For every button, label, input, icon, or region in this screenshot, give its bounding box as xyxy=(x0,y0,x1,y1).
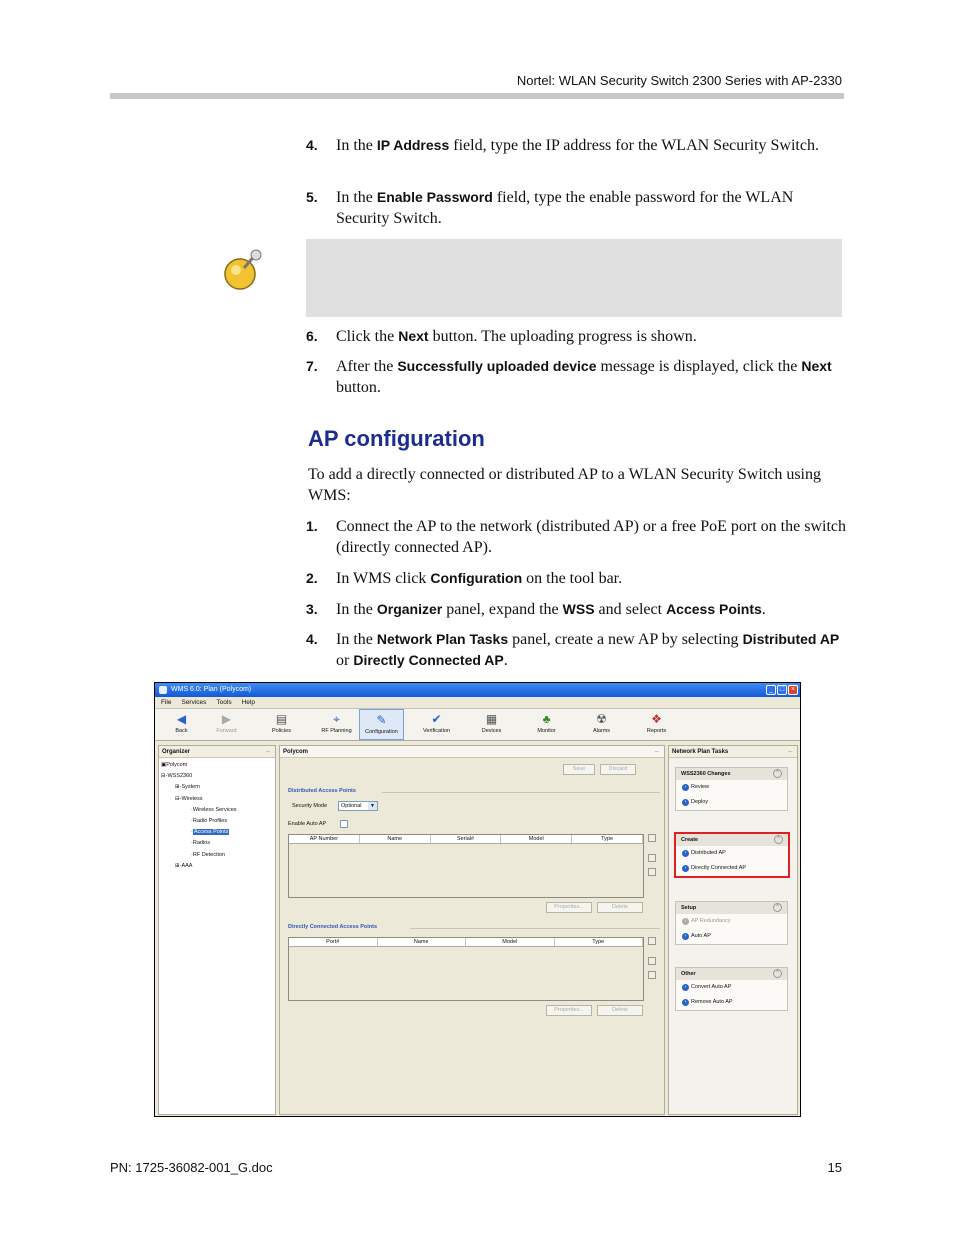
task-convert-auto-ap[interactable]: › Convert Auto AP xyxy=(676,980,787,995)
enable-auto-ap-label: Enable Auto AP xyxy=(288,821,327,827)
verification-icon: ✔ xyxy=(431,712,442,726)
task-group-title: Setup xyxy=(681,905,697,911)
organizer-panel xyxy=(158,745,276,1115)
menu-services[interactable]: Services xyxy=(181,699,207,706)
step-number: 6. xyxy=(306,328,318,344)
step-text: Click the xyxy=(336,328,399,345)
add-icon[interactable] xyxy=(648,834,656,842)
ui-term: WSS xyxy=(562,601,595,617)
ui-term: Directly Connected AP xyxy=(353,652,504,668)
toolbar-devices[interactable] xyxy=(469,709,514,740)
paste-icon[interactable] xyxy=(648,868,656,876)
menu-bar xyxy=(155,697,800,709)
minimize-button[interactable]: _ xyxy=(766,685,776,695)
config-panel-title: Polycom xyxy=(283,749,309,755)
ui-term: Distributed AP xyxy=(742,631,840,647)
task-ap-redundancy[interactable]: › AP Redundancy xyxy=(676,914,787,929)
app-icon xyxy=(159,686,167,694)
task-group-setup xyxy=(675,901,788,945)
step-select-access-points xyxy=(306,599,846,620)
back-arrow-icon: ◀ xyxy=(176,712,187,726)
step-number: 4. xyxy=(306,137,318,153)
configuration-icon: ✎ xyxy=(376,713,387,727)
arrow-right-icon: › xyxy=(682,918,689,925)
main-toolbar xyxy=(155,709,800,741)
arrow-right-icon: › xyxy=(682,850,689,857)
task-remove-auto-ap[interactable]: › Remove Auto AP xyxy=(676,995,787,1010)
step-number: 1. xyxy=(306,518,318,534)
collapse-icon[interactable]: ⌃ xyxy=(773,769,782,778)
step-text: . xyxy=(503,652,508,669)
task-group-title: Create xyxy=(681,837,699,843)
step-ip-address xyxy=(306,135,846,156)
task-distributed-ap[interactable]: › Distributed AP xyxy=(676,846,788,861)
step-click-next xyxy=(306,326,846,347)
toolbar-forward[interactable] xyxy=(204,709,249,740)
ui-term: Configuration xyxy=(430,570,523,586)
step-text: In WMS click xyxy=(336,570,431,587)
step-text: . xyxy=(761,601,766,618)
window-title: WMS 6.0: Plan (Polycom) xyxy=(171,686,252,693)
step-text: panel, create a new AP by selecting xyxy=(508,631,743,648)
tree-item-rf-detection[interactable]: ·RF Detection xyxy=(191,851,225,858)
toolbar-back[interactable] xyxy=(159,709,204,740)
step-text: field, type the enable password for the WLAN Security Switch. xyxy=(336,189,794,227)
arrow-right-icon: › xyxy=(682,784,689,791)
monitor-icon: ♣ xyxy=(542,712,551,726)
ui-term: Next xyxy=(398,328,429,344)
reports-icon: ❖ xyxy=(651,712,662,726)
toolbar-monitor[interactable] xyxy=(524,709,569,740)
task-group-title: Other xyxy=(681,971,696,977)
step-text: In the xyxy=(336,189,377,206)
step-number: 3. xyxy=(306,601,318,617)
step-text: field, type the IP address for the WLAN Security Switch. xyxy=(449,137,819,154)
tree-item-polycom[interactable]: ▣Polycom xyxy=(161,762,188,768)
step-connect-ap xyxy=(306,516,846,558)
copy-icon[interactable] xyxy=(648,957,656,965)
collapse-icon[interactable]: ⌃ xyxy=(773,903,782,912)
task-group-changes xyxy=(675,767,788,811)
toolbar-label: Forward xyxy=(216,728,237,734)
alarms-icon: ☢ xyxy=(596,712,607,726)
paste-icon[interactable] xyxy=(648,971,656,979)
tree-item-wss2360[interactable]: ⊟-WSS2360 xyxy=(161,773,193,780)
tree-item-access-points[interactable]: ·Access Points xyxy=(191,829,229,836)
step-text: Connect the AP to the network (distributed AP) or a free PoE port on the switch (directly connected AP). xyxy=(336,518,846,556)
toolbar-reports[interactable] xyxy=(634,709,679,740)
toolbar-label: Back xyxy=(175,728,188,734)
forward-arrow-icon: ▶ xyxy=(221,712,232,726)
collapse-icon[interactable]: ⌃ xyxy=(773,969,782,978)
pin-icon[interactable]: ⇔ xyxy=(265,749,271,755)
discard-button[interactable]: Discard xyxy=(600,764,636,775)
step-number: 5. xyxy=(306,189,318,205)
ui-term: Successfully uploaded device xyxy=(397,358,597,374)
arrow-right-icon: › xyxy=(682,865,689,872)
pin-icon[interactable]: ⇔ xyxy=(787,749,793,755)
step-text: In the xyxy=(336,137,377,154)
section-intro: To add a directly connected or distributed AP to a WLAN Security Switch using WMS: xyxy=(308,466,821,504)
tree-item-wireless-services[interactable]: ·Wireless Services xyxy=(191,806,237,813)
task-group-create xyxy=(674,832,790,878)
step-number: 2. xyxy=(306,570,318,586)
menu-file[interactable]: File xyxy=(161,699,172,706)
step-text: panel, expand the xyxy=(442,601,563,618)
toolbar-policies[interactable] xyxy=(259,709,304,740)
step-text: message is displayed, click the xyxy=(596,358,802,375)
note-pushpin-icon xyxy=(220,248,264,292)
task-group-other xyxy=(675,967,788,1011)
arrow-right-icon: › xyxy=(682,933,689,940)
rf-planning-icon: ⌖ xyxy=(333,712,340,726)
security-mode-select[interactable]: Optional ▼ xyxy=(338,801,378,811)
step-text: In the xyxy=(336,631,377,648)
step-text: or xyxy=(336,652,354,669)
security-mode-label: Security Mode xyxy=(292,803,328,809)
collapse-icon[interactable]: ⌃ xyxy=(774,835,783,844)
expand-icon[interactable]: ⇔ xyxy=(654,749,660,755)
add-icon[interactable] xyxy=(648,937,656,945)
devices-icon: ▦ xyxy=(485,712,498,726)
tree-item-radio-profiles[interactable]: ·Radio Profiles xyxy=(191,818,228,825)
toolbar-label: Configuration xyxy=(365,729,398,735)
direct-group-title: Directly Connected Access Points xyxy=(288,924,378,930)
ui-term: Organizer xyxy=(376,601,443,617)
toolbar-label: Monitor xyxy=(537,728,556,734)
table-header: AP Number Name Serial# Model Type xyxy=(289,835,643,844)
tree-item-aaa[interactable]: ⊞-AAA xyxy=(175,862,193,869)
step-text: In the xyxy=(336,601,377,618)
task-deploy[interactable]: › Deploy xyxy=(676,795,787,810)
task-directly-connected-ap[interactable]: › Directly Connected AP xyxy=(676,861,788,876)
step-number: 4. xyxy=(306,631,318,647)
step-text: button. The uploading progress is shown. xyxy=(428,328,697,345)
step-create-ap xyxy=(306,629,846,671)
properties-button[interactable]: Properties... xyxy=(546,1005,592,1016)
task-auto-ap[interactable]: › Auto AP xyxy=(676,929,787,944)
page-header-title: Nortel: WLAN Security Switch 2300 Series with AP-2330 xyxy=(516,73,842,88)
toolbar-label: Devices xyxy=(481,728,502,734)
config-panel xyxy=(279,745,665,1115)
distributed-group-title: Distributed Access Points xyxy=(288,788,356,794)
close-button[interactable]: × xyxy=(788,685,798,695)
arrow-right-icon: › xyxy=(682,999,689,1006)
step-text: and select xyxy=(594,601,667,618)
arrow-right-icon: › xyxy=(682,984,689,991)
menu-tools[interactable]: Tools xyxy=(216,699,232,706)
toolbar-label: Policies xyxy=(272,728,291,734)
tree-item-wireless[interactable]: ⊟-Wireless xyxy=(175,795,203,802)
step-text: on the tool bar. xyxy=(522,570,623,587)
policies-icon: ▤ xyxy=(275,712,288,726)
toolbar-label: RF Planning xyxy=(321,728,352,734)
step-text: After the xyxy=(336,358,398,375)
toolbar-label: Verification xyxy=(423,728,450,734)
footer-doc-number: PN: 1725-36082-001_G.doc xyxy=(110,1160,273,1175)
menu-help[interactable]: Help xyxy=(241,699,255,706)
organizer-title: Organizer xyxy=(162,749,191,755)
task-review[interactable]: › Review xyxy=(676,780,787,795)
toolbar-verification[interactable] xyxy=(414,709,459,740)
step-text: button. xyxy=(336,379,381,396)
properties-button[interactable]: Properties... xyxy=(546,902,592,913)
delete-button[interactable]: Delete xyxy=(597,902,643,913)
header-rule xyxy=(110,93,844,99)
toolbar-rf-planning[interactable] xyxy=(314,709,359,740)
ui-term: IP Address xyxy=(376,137,450,153)
footer-page-number: 15 xyxy=(827,1160,842,1175)
group-divider xyxy=(382,792,660,793)
table-header: Port# Name Model Type xyxy=(289,938,643,947)
toolbar-alarms[interactable] xyxy=(579,709,624,740)
step-enable-password xyxy=(306,187,846,229)
group-divider xyxy=(410,928,660,929)
step-number: 7. xyxy=(306,358,318,374)
wms-screenshot xyxy=(154,682,801,1117)
network-plan-tasks-panel xyxy=(668,745,798,1115)
ui-term: Network Plan Tasks xyxy=(376,631,509,647)
direct-ap-table[interactable] xyxy=(288,937,644,1001)
copy-icon[interactable] xyxy=(648,854,656,862)
ui-term: Access Points xyxy=(666,601,762,617)
organizer-tree xyxy=(159,758,275,874)
enable-auto-ap-checkbox[interactable] xyxy=(340,820,348,828)
delete-button[interactable]: Delete xyxy=(597,1005,643,1016)
task-group-title: WSS2360 Changes xyxy=(681,771,731,777)
step-click-configuration xyxy=(306,568,846,589)
save-button[interactable]: Save xyxy=(563,764,595,775)
toolbar-configuration[interactable] xyxy=(359,709,404,740)
chevron-down-icon: ▼ xyxy=(368,802,377,810)
step-upload-success xyxy=(306,356,846,398)
window-titlebar xyxy=(155,683,800,697)
note-box xyxy=(306,239,842,317)
section-heading: AP configuration xyxy=(308,426,485,451)
toolbar-label: Alarms xyxy=(592,728,611,734)
ui-term: Enable Password xyxy=(376,189,493,205)
arrow-right-icon: › xyxy=(682,799,689,806)
ui-term: Next xyxy=(801,358,832,374)
maximize-button[interactable]: □ xyxy=(777,685,787,695)
tree-item-radios[interactable]: ·Radios xyxy=(191,840,210,847)
distributed-ap-table[interactable] xyxy=(288,834,644,898)
tasks-title: Network Plan Tasks xyxy=(672,749,729,755)
toolbar-label: Reports xyxy=(646,728,667,734)
tree-item-system[interactable]: ⊞-System xyxy=(175,784,200,791)
